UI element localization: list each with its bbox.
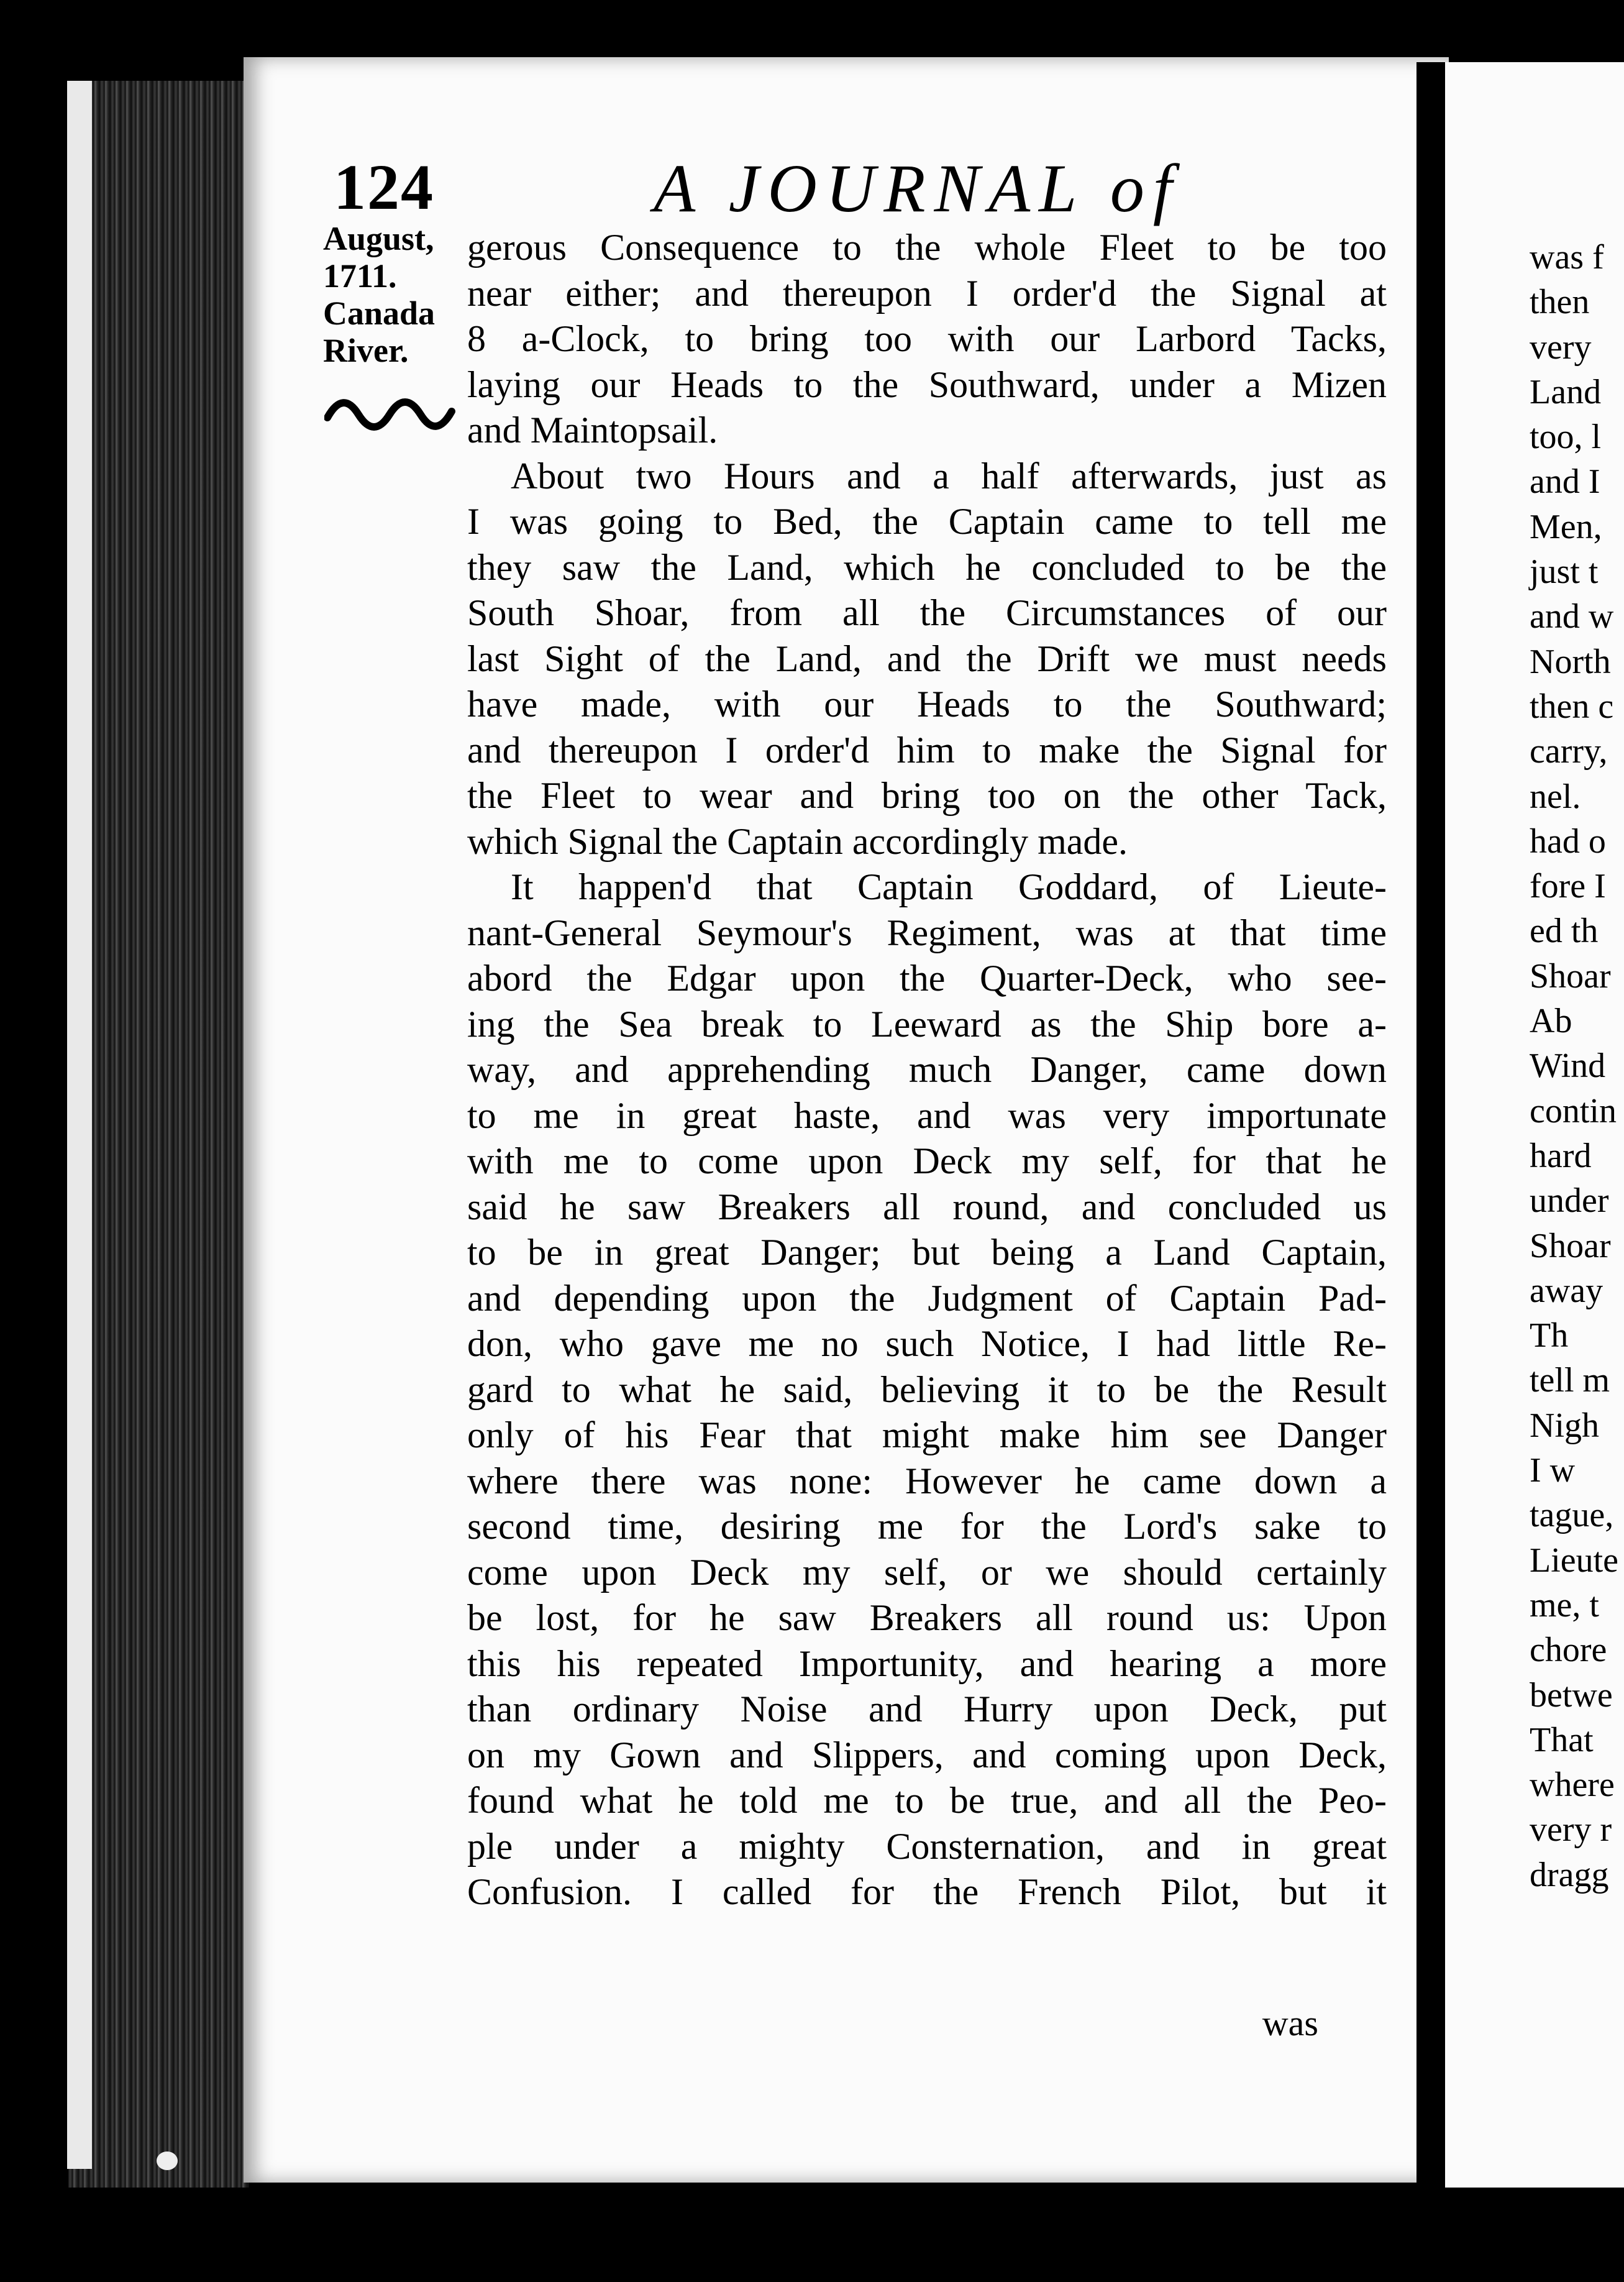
text-line: to me in great haste, and was very importunate [467,1094,1387,1136]
text-line: to be in great Danger; but being a Land Captain, [467,1232,1387,1273]
text-line: laying our Heads to the Southward, under a Mizen [467,364,1387,405]
facing-page-line: ed th [1530,912,1599,951]
facing-page-line: me, t [1530,1585,1599,1624]
body-text [467,225,1387,1915]
facing-page-line: North [1530,642,1611,681]
facing-page-line: dragg [1530,1855,1609,1894]
text-line: nant-General Seymour's Regiment, was at that time [467,912,1387,953]
facing-page-line: Nigh [1530,1406,1599,1445]
facing-page-line: under [1530,1181,1609,1221]
facing-page-line: just t [1530,552,1599,592]
margin-note-line: 1711. [323,257,397,295]
facing-page-line: betwe [1530,1675,1613,1715]
facing-page-line: then c [1530,687,1614,726]
facing-page-line: hard [1530,1136,1592,1175]
text-line: near either; and thereupon I order'd the Signal at [467,272,1387,314]
text-line: About two Hours and a half afterwards, just as [511,455,1387,497]
facing-page-line: contin [1530,1091,1617,1130]
text-line: with me to come upon Deck my self, for that he [467,1140,1387,1181]
text-line: on my Gown and Slippers, and coming upon Deck, [467,1734,1387,1776]
facing-page-line: tell m [1530,1361,1610,1400]
text-line: found what he told me to be true, and all the Peo- [467,1780,1387,1821]
text-line: It happen'd that Captain Goddard, of Lieute- [511,866,1387,907]
text-line: and depending upon the Judgment of Captain Pad- [467,1277,1387,1319]
text-line: ple under a mighty Consternation, and in great [467,1825,1387,1867]
facing-page-line: Wind [1530,1047,1606,1086]
facing-page-line: away [1530,1271,1603,1310]
text-line: last Sight of the Land, and the Drift we must needs [467,638,1387,679]
facing-page-line: fore I [1530,867,1606,906]
facing-page-line: Lieute [1530,1541,1619,1580]
facing-page-line: Shoar [1530,956,1611,996]
facing-page-line: very r [1530,1810,1612,1849]
facing-page-line: Land [1530,372,1602,411]
dust-speck [157,2151,178,2170]
facing-page-line: Men, [1530,507,1602,546]
margin-note [323,220,447,369]
catchword: was [1262,2003,1318,2043]
running-title: A JOURNAL of [654,150,1181,226]
text-line: South Shoar, from all the Circumstances of our [467,592,1387,633]
text-line: don, who gave me no such Notice, I had little Re- [467,1323,1387,1364]
text-line: be lost, for he saw Breakers all round us: Upon [467,1597,1387,1638]
text-line: gerous Consequence to the whole Fleet to be too [467,227,1387,268]
facing-page-line: where [1530,1766,1615,1805]
text-line: have made, with our Heads to the Southward; [467,684,1387,725]
facing-page-line: nel. [1530,777,1581,816]
facing-page-line: Ab [1530,1002,1572,1041]
text-line: ing the Sea break to Leeward as the Ship bore a- [467,1003,1387,1045]
facing-page-line: That [1530,1720,1594,1759]
text-line: said he saw Breakers all round, and concluded us [467,1186,1387,1227]
margin-note-line: River. [323,332,409,369]
text-line: gard to what he said, believing it to be the Result [467,1368,1387,1410]
text-line: only of his Fear that might make him see Danger [467,1414,1387,1455]
book-spine [68,81,249,2188]
text-line: and thereupon I order'd him to make the Signal for [467,729,1387,771]
facing-page-line: I w [1530,1451,1576,1490]
margin-note-line: August, [323,220,434,257]
facing-page-line: Shoar [1530,1226,1611,1265]
text-line: where there was none: However he came down a [467,1460,1387,1501]
facing-page-text [1530,235,1624,1897]
margin-note-line: Canada [323,295,436,332]
facing-page-line: was f [1530,238,1604,277]
facing-page-line: chore [1530,1631,1607,1670]
facing-page-line: carry, [1530,732,1608,771]
text-line: 8 a-Clock, to bring too with our Larbord Tacks, [467,318,1387,359]
facing-page-line: had o [1530,822,1606,861]
text-line: and Maintopsail. [467,410,718,451]
facing-page-line: tague, [1530,1496,1614,1535]
facing-page-line: very [1530,328,1592,367]
text-line: this his repeated Importunity, and hearing a more [467,1643,1387,1684]
text-line: I was going to Bed, the Captain came to tell me [467,501,1387,542]
facing-page-line: Th [1530,1316,1569,1355]
facing-page-line: and w [1530,597,1614,636]
text-line: which Signal the Captain accordingly made. [467,820,1128,862]
flourish-ornament [324,383,461,439]
text-line: abord the Edgar upon the Quarter-Deck, who see- [467,958,1387,999]
text-line: Confusion. I called for the French Pilot, but it [467,1871,1387,1912]
text-line: come upon Deck my self, or we should certainly [467,1551,1387,1593]
text-line: the Fleet to wear and bring too on the other Tack, [467,775,1387,816]
text-line: they saw the Land, which he concluded to be the [467,546,1387,588]
page-edge [67,81,92,2169]
text-line: than ordinary Noise and Hurry upon Deck, put [467,1689,1387,1730]
page-number: 124 [334,152,434,223]
facing-page-line: then [1530,283,1590,322]
text-line: way, and apprehending much Danger, came down [467,1049,1387,1090]
facing-page-line: and I [1530,462,1600,502]
facing-page-line: too, l [1530,418,1602,457]
left-page [244,57,1449,2183]
text-line: second time, desiring me for the Lord's sake to [467,1506,1387,1547]
